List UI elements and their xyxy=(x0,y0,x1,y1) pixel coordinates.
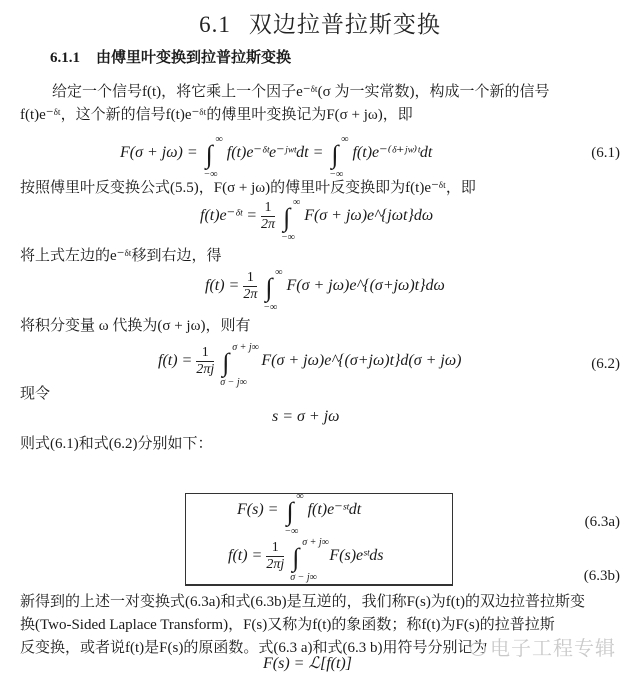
watermark-text: 电子工程专辑 xyxy=(490,636,616,660)
equation-6-2 xyxy=(158,342,462,389)
integral-sign: ∫ ∞ −∞ xyxy=(329,134,349,180)
paragraph-2: 按照傅里叶反变换公式(5.5)，F(σ + jω)的傅里叶反变换即为f(t)e⁻ᵟᵗ，即 xyxy=(20,180,476,196)
watermark xyxy=(470,632,616,661)
equation-6-3b xyxy=(228,537,384,584)
equation-label-6-2: (6.2) xyxy=(591,356,620,372)
paragraph-1-line-1: 给定一个信号f(t)，将它乘上一个因子e⁻ᵟᵗ(σ 为一实常数)，构成一个新的信号 xyxy=(52,84,550,100)
paragraph-4: 将积分变量 ω 代换为(σ + jω)，则有 xyxy=(20,318,251,334)
equation-label-6-1: (6.1) xyxy=(591,145,620,161)
paragraph-6: 则式(6.1)和式(6.2)分别如下： xyxy=(20,436,213,452)
integral-sign: ∫ ∞ −∞ xyxy=(281,197,301,244)
equation-s-definition: s = σ + jω xyxy=(272,408,340,425)
eq-lhs: f(t)e⁻ᵟᵗ = xyxy=(200,207,258,225)
section-title xyxy=(0,6,640,39)
fraction: $\frac{1}{2\pi}$ xyxy=(243,270,258,302)
integral-sign: ∫ ∞ −∞ xyxy=(284,491,304,537)
subsection-title-text: 由傅里叶变换到拉普拉斯变换 xyxy=(96,50,292,66)
eq-body: F(s)eˢᵗds xyxy=(329,547,384,565)
equation-label-6-3b: (6.3b) xyxy=(583,568,620,584)
eq-rhs: f(t)e⁻⁽ᵟ⁺ʲʷ⁾ᵗdt xyxy=(352,144,433,161)
eq-mid: f(t)e⁻ᵟᵗe⁻ʲʷᵗdt = xyxy=(226,144,324,161)
eq-body: F(σ + jω)e^{(σ+jω)t}d(σ + jω) xyxy=(261,352,462,370)
equation-f-of-t xyxy=(205,267,445,314)
paragraph-1-line-2: f(t)e⁻ᵟᵗ，这个新的信号f(t)e⁻ᵟᵗ的傅里叶变换记为F(σ + jω)，即 xyxy=(20,107,413,123)
eq-lhs: f(t) = xyxy=(158,352,193,370)
integral-sign: ∫ ∞ −∞ xyxy=(263,267,283,314)
integral-sign: ∫ σ + j∞ σ − j∞ xyxy=(220,342,259,389)
equation-inverse-fourier xyxy=(200,197,434,244)
eq-body: F(σ + jω)e^{jωt}dω xyxy=(304,207,434,225)
fraction: $\frac{1}{2\pi}$ xyxy=(261,200,276,232)
section-title-text: 双边拉普拉斯变换 xyxy=(248,12,441,37)
fraction: $\frac{1}{2\pi j}$ xyxy=(266,540,285,572)
fraction: $\frac{1}{2\pi j}$ xyxy=(196,345,215,377)
integral-sign: ∫ σ + j∞ σ − j∞ xyxy=(290,537,329,584)
equation-label-6-3a: (6.3a) xyxy=(584,514,620,530)
eq-body: f(t)e⁻ˢᵗdt xyxy=(307,501,362,518)
equation-laplace-notation: F(s) = ℒ[f(t)] xyxy=(263,655,352,672)
wechat-icon xyxy=(470,642,486,656)
section-number: 6.1 xyxy=(199,12,231,37)
subsection-number: 6.1.1 xyxy=(50,50,80,66)
paragraph-7-line-3: 反变换，或者说f(t)是F(s)的原函数。式(6.3 a)和式(6.3 b)用符号分别记为 xyxy=(20,640,488,656)
eq-lhs: f(t) = xyxy=(205,277,240,295)
subsection-title xyxy=(50,46,291,67)
integral-sign: ∫ ∞ −∞ xyxy=(203,134,223,180)
paragraph-3: 将上式左边的e⁻ᵟᵗ移到右边，得 xyxy=(20,248,222,264)
eq-lhs: F(σ + jω) = xyxy=(120,144,198,161)
paragraph-7-line-1: 新得到的上述一对变换式(6.3a)和式(6.3b)是互逆的，我们称F(s)为f(t)的双边拉普拉斯变 xyxy=(20,594,585,610)
eq-lhs: f(t) = xyxy=(228,547,263,565)
eq-lhs: F(s) = xyxy=(237,501,279,518)
paragraph-5: 现令 xyxy=(20,386,51,402)
equation-6-3a xyxy=(237,491,362,537)
paragraph-7-line-2: 换(Two-Sided Laplace Transform)，F(s)又称为f(t)的象函数；称f(t)为F(s)的拉普拉斯 xyxy=(20,617,555,633)
eq-body: F(σ + jω)e^{(σ+jω)t}dω xyxy=(286,277,445,295)
equation-6-1 xyxy=(120,134,433,180)
